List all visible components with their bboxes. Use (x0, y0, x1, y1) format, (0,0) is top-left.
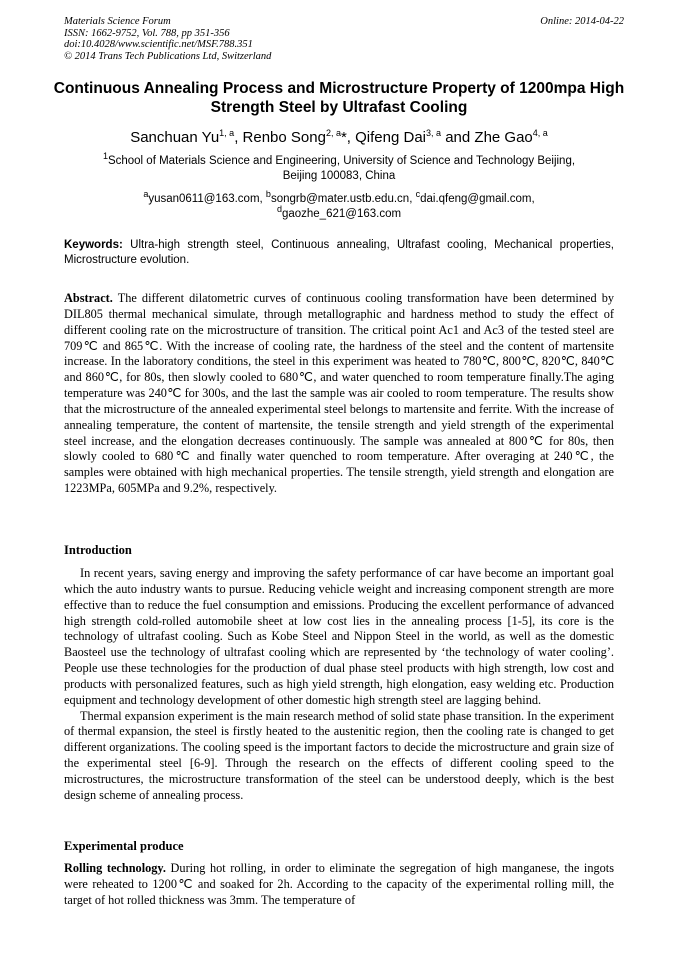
abstract-label: Abstract. (64, 291, 113, 305)
journal-name: Materials Science Forum (64, 16, 171, 27)
affiliation (60, 151, 618, 184)
paragraph: In recent years, saving energy and improving the safety performance of car have become an important goal which the auto industry wants to pursue. Reducing vehicle weight and increasing component strength are more effective than to reduce the fuel consumption and emissions. Producing the excellent performance of advanced high strength cold-rolled automobile sheet at low cost lies in the annealing process [1-5], its core is the technology of ultrafast cooling. Such as Kobe Steel and Nippon Steel in the world, as well as the domestic Baosteel use the technology of ultrafast cooling which are represented by ‘the technology of water cooling’. People use these technologies for the production of dual phase steel products with high strength, low cost and products with personalized features, such as high yield strength, high elongation, easy welding etc. Production equipment and technology development of other domestic high strength steel are lagging behind. (64, 566, 614, 707)
author-name: Sanchuan Yu (130, 129, 220, 146)
email-sup: c (415, 189, 421, 200)
author-affil-sup: 3, a (426, 128, 442, 138)
doi: doi:10.4028/www.scientific.net/MSF.788.351 (64, 39, 253, 50)
keywords-text: Ultra-high strength steel, Continuous annealing, Ultrafast cooling, Mechanical properties, Microstructure evolution. (64, 239, 614, 266)
author-list (40, 129, 638, 147)
email-sup: b (265, 189, 271, 200)
paper-title: Continuous Annealing Process and Microstructure Property of 1200mpa High Strength Steel by Ultrafast Cooling (53, 80, 625, 116)
author-name: Zhe Gao (474, 129, 533, 146)
email-address[interactable]: dai.qfeng@gmail.com, (420, 193, 535, 205)
issn: ISSN: 1662-9752, Vol. 788, pp 351-356 (64, 27, 230, 39)
author-separator: , (346, 129, 356, 146)
rolling-technology-label: Rolling technology. (64, 861, 166, 875)
abstract-text: The different dilatometric curves of continuous cooling transformation have been determined by DIL805 thermal mechanical simulate, through metallographic and hardness method to study the effect of different cooling rate on the microstructure of transition. The critical point Ac1 and Ac3 of the tested steel are 709℃ and 865℃. With the increase of cooling rate, the hardness of the steel and the content of martensite increase. In the laboratory conditions, the steel in this experiment was heated to 780℃, 800℃, 820℃, 840℃ and 860℃, for 80s, then slowly cooled to 680℃, and water quenched to room temperature finally.The aging temperature was 240℃ for 300s, and the last the sample was air cooled to room temperature. The results show that the microstructure of the annealed experimental steel belongs to martensite and ferrite. With the increase of annealing temperature, the content of martensite, the tensile strength and yield strength of the experimental steel increase, and the elongation decreases continuously. The sample was annealed at 800℃ for 80s, then slowly cooled to 680℃ and finally water quenched to room temperature. After overaging at 240℃, the samples were obtained with high mechanical properties. The tensile strength, yield strength and elongation are 1223MPa, 605MPa and 9.2%, respectively. (64, 291, 614, 496)
keywords (64, 238, 614, 267)
affiliation-line: School of Materials Science and Engineering, University of Science and Technology Beijing, (107, 155, 576, 167)
email-address[interactable]: yusan0611@163.com, (148, 193, 266, 205)
author-name: Qifeng Dai (355, 129, 427, 146)
introduction-body (64, 566, 614, 804)
email-sup: a (143, 189, 149, 200)
author-affil-sup: 2, a (325, 128, 341, 138)
journal-header (64, 16, 624, 62)
online-date: Online: 2014-04-22 (540, 16, 624, 27)
section-heading-introduction: Introduction (64, 543, 132, 557)
corresponding-star: * (340, 129, 347, 146)
email-list (60, 189, 618, 222)
rolling-technology-paragraph (64, 861, 614, 909)
section-heading-experimental: Experimental produce (64, 839, 184, 853)
affiliation-line: Beijing 100083, China (282, 170, 396, 182)
email-sup: d (276, 204, 282, 215)
author-separator: and (441, 129, 475, 146)
author-separator: , (234, 129, 243, 146)
author-name: Renbo Song (242, 129, 326, 146)
author-affil-sup: 1, a (219, 128, 235, 138)
copyright: © 2014 Trans Tech Publications Ltd, Switzerland (64, 50, 272, 62)
author-affil-sup: 4, a (532, 128, 548, 138)
affiliation-sup: 1 (102, 151, 108, 162)
rolling-technology-text: During hot rolling, in order to eliminate the segregation of high manganese, the ingots were reheated to 1200℃ and soaked for 2h. According to the capacity of the experimental rolling mill, the target of hot rolled thickness was 3mm. The temperature of (64, 861, 614, 907)
keywords-label: Keywords: (64, 239, 123, 251)
paragraph: Thermal expansion experiment is the main research method of solid state phase transition. In the experiment of thermal expansion, the steel is firstly heated to the austenitic region, then the cooling rate is changed to get different organizations. The cooling speed is the important factors to decide the microstructure and grain size of the experimental steel [6-9]. Through the research on the effects of different cooling speed to the microstructures, the microstructure transformation of the steel can be understood deeply, which is the best design scheme of annealing process. (64, 708, 614, 802)
abstract (64, 291, 614, 497)
email-address[interactable]: songrb@mater.ustb.edu.cn, (270, 193, 416, 205)
email-address[interactable]: gaozhe_621@163.com (281, 208, 402, 220)
